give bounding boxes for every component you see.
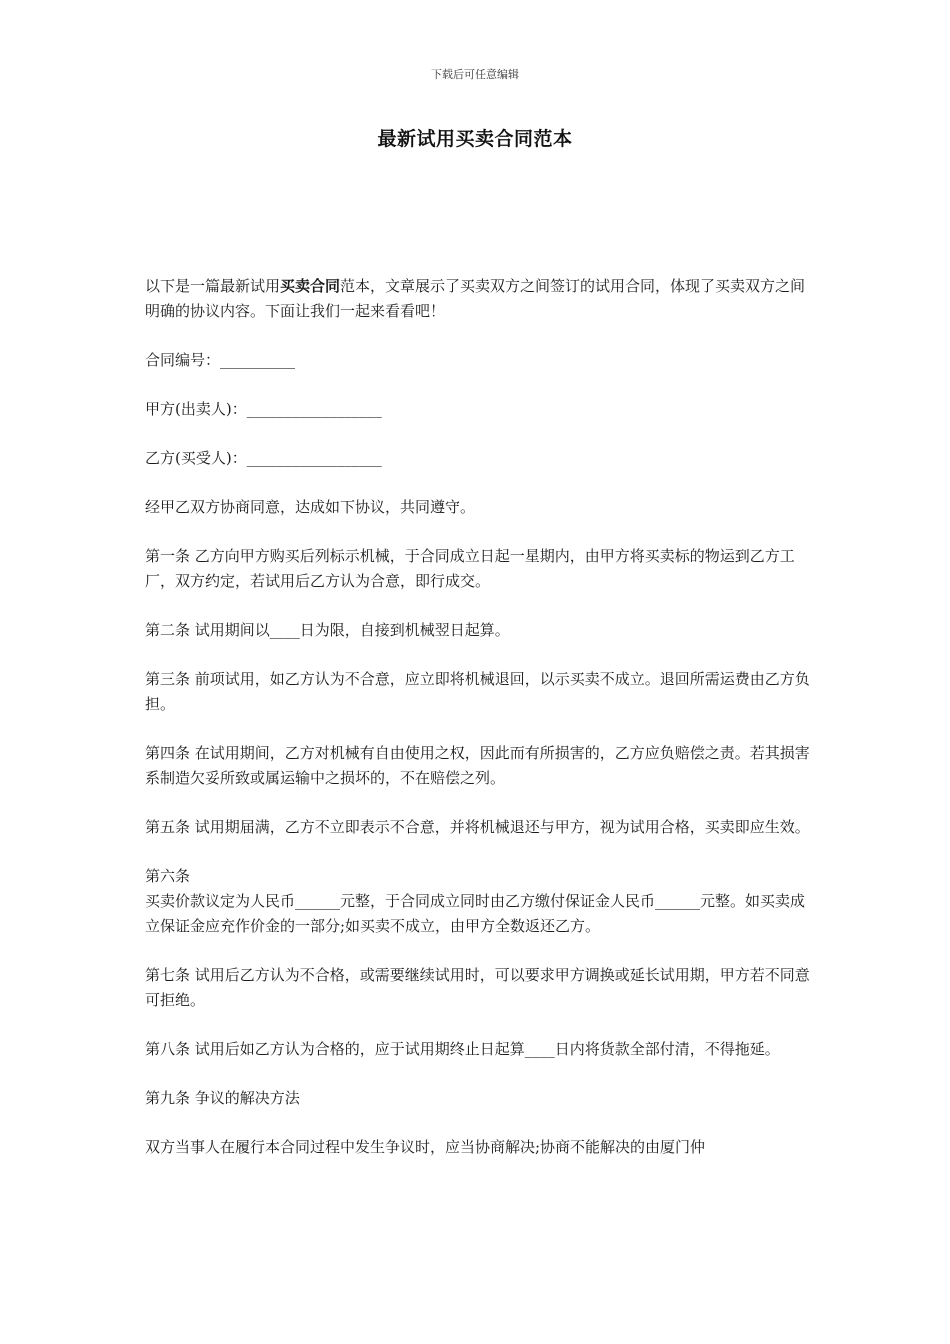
article-8: 第八条 试用后如乙方认为合格的，应于试用期终止日起算____日内将货款全部付清，不得拖延。 [145,1040,780,1058]
article-6 [145,864,815,939]
party-b-field: 乙方(买受人)：__________________ [145,449,382,467]
article-3: 第三条 前项试用，如乙方认为不合意，应立即将机械退回，以示买卖不成立。退回所需运费由乙方负担。 [145,670,810,713]
intro-paragraph [145,274,815,324]
page-header-note: 下载后可任意编辑 [431,68,519,81]
intro-keyword-link[interactable]: 买卖合同 [280,277,341,295]
article-7: 第七条 试用后乙方认为不合格，或需要继续试用时，可以要求甲方调换或延长试用期，甲方若不同意可拒绝。 [145,966,810,1009]
contract-number-field: 合同编号：__________ [145,351,296,369]
party-a-field: 甲方(出卖人)：__________________ [145,400,382,418]
article-6-body: 买卖价款议定为人民币______元整，于合同成立同时由乙方缴付保证金人民币______元整。如买卖成立保证金应充作价金的一部分;如买卖不成立，由甲方全数返还乙方。 [145,892,806,935]
article-1: 第一条 乙方向甲方购买后列标示机械，于合同成立日起一星期内，由甲方将买卖标的物运到乙方工厂，双方约定，若试用后乙方认为合意，即行成交。 [145,547,795,590]
article-6-heading: 第六条 [145,867,191,885]
agreement-statement: 经甲乙双方协商同意，达成如下协议，共同遵守。 [145,498,476,516]
article-9: 第九条 争议的解决方法 [145,1089,300,1107]
document-title: 最新试用买卖合同范本 [377,128,573,150]
document-body [145,274,815,1184]
article-2: 第二条 试用期间以____日为限，自接到机械翌日起算。 [145,621,510,639]
intro-text-end: 范本，文章展示了买卖双方之间签订的试用合同，体现了买卖双方之间明确的协议内容。下面让我们一起来看看吧！ [145,277,806,320]
article-4: 第四条 在试用期间，乙方对机械有自由使用之权，因此而有所损害的，乙方应负赔偿之责。若其损害系制造欠妥所致或属运输中之损坏的，不在赔偿之列。 [145,744,810,787]
intro-text-start: 以下是一篇最新试用 [145,277,281,295]
dispute-paragraph: 双方当事人在履行本合同过程中发生争议时，应当协商解决;协商不能解决的由厦门仲 [145,1138,706,1156]
article-5: 第五条 试用期届满，乙方不立即表示不合意，并将机械退还与甲方，视为试用合格，买卖即应生效。 [145,818,810,836]
